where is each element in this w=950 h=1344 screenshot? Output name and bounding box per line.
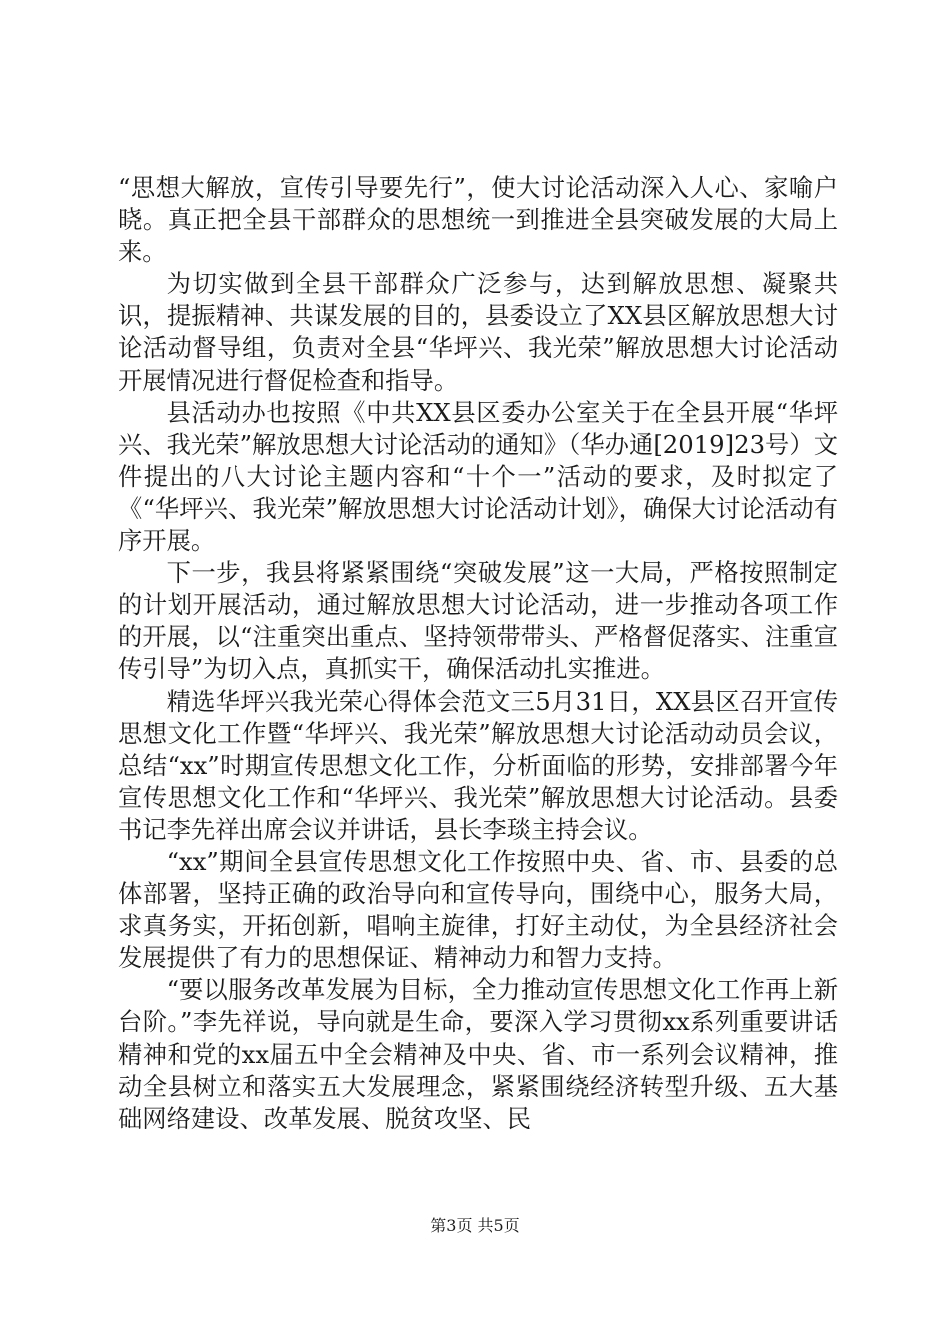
paragraph-2: 为切实做到全县干部群众广泛参与，达到解放思想、凝聚共识，提振精神、共谋发展的目的，县委设立了XX县区解放思想大讨论活动督导组，负责对全县“华坪兴、我光荣”解放思想大讨论活动开展情况进行督促检查和指导。 xyxy=(118,269,838,395)
paragraph-4: 下一步，我县将紧紧围绕“突破发展”这一大局，严格按照制定的计划开展活动，通过解放思想大讨论活动，进一步推动各项工作的开展，以“注重突出重点、坚持领带带头、严格督促落实、注重宣传引导”为切入点，真抓实干，确保活动扎实推进。 xyxy=(118,558,838,684)
page-number-footer: 第3页 共5页 xyxy=(430,1216,520,1235)
paragraph-1: “思想大解放，宣传引导要先行”，使大讨论活动深入人心、家喻户晓。真正把全县干部群众的思想统一到推进全县突破发展的大局上来。 xyxy=(118,173,838,267)
paragraph-7: “要以服务改革发展为目标，全力推动宣传思想文化工作再上新台阶。”李先祥说，导向就是生命，要深入学习贯彻xx系列重要讲话精神和党的xx届五中全会精神及中央、省、市一系列会议精神，推动全县树立和落实五大发展理念，紧紧围绕经济转型升级、五大基础网络建设、改革发展、脱贫攻坚、民 xyxy=(118,975,838,1133)
paragraph-6: “xx”期间全县宣传思想文化工作按照中央、省、市、县委的总体部署，坚持正确的政治导向和宣传导向，围绕中心，服务大局，求真务实，开拓创新，唱响主旋律，打好主动仗，为全县经济社会发展提供了有力的思想保证、精神动力和智力支持。 xyxy=(118,846,838,973)
document-body xyxy=(118,172,838,1135)
paragraph-3: 县活动办也按照《中共XX县区委办公室关于在全县开展“华坪兴、我光荣”解放思想大讨论活动的通知》（华办通[2019]23号）文件提出的八大讨论主题内容和“十个一”活动的要求，及时拟定了《“华坪兴、我光荣”解放思想大讨论活动计划》，确保大讨论活动有序开展。 xyxy=(118,397,838,556)
paragraph-5: 精选华坪兴我光荣心得体会范文三5月31日，XX县区召开宣传思想文化工作暨“华坪兴、我光荣”解放思想大讨论活动动员会议，总结“xx”时期宣传思想文化工作，分析面临的形势，安排部署今年宣传思想文化工作和“华坪兴、我光荣”解放思想大讨论活动。县委书记李先祥出席会议并讲话，县长李琰主持会议。 xyxy=(118,686,838,844)
